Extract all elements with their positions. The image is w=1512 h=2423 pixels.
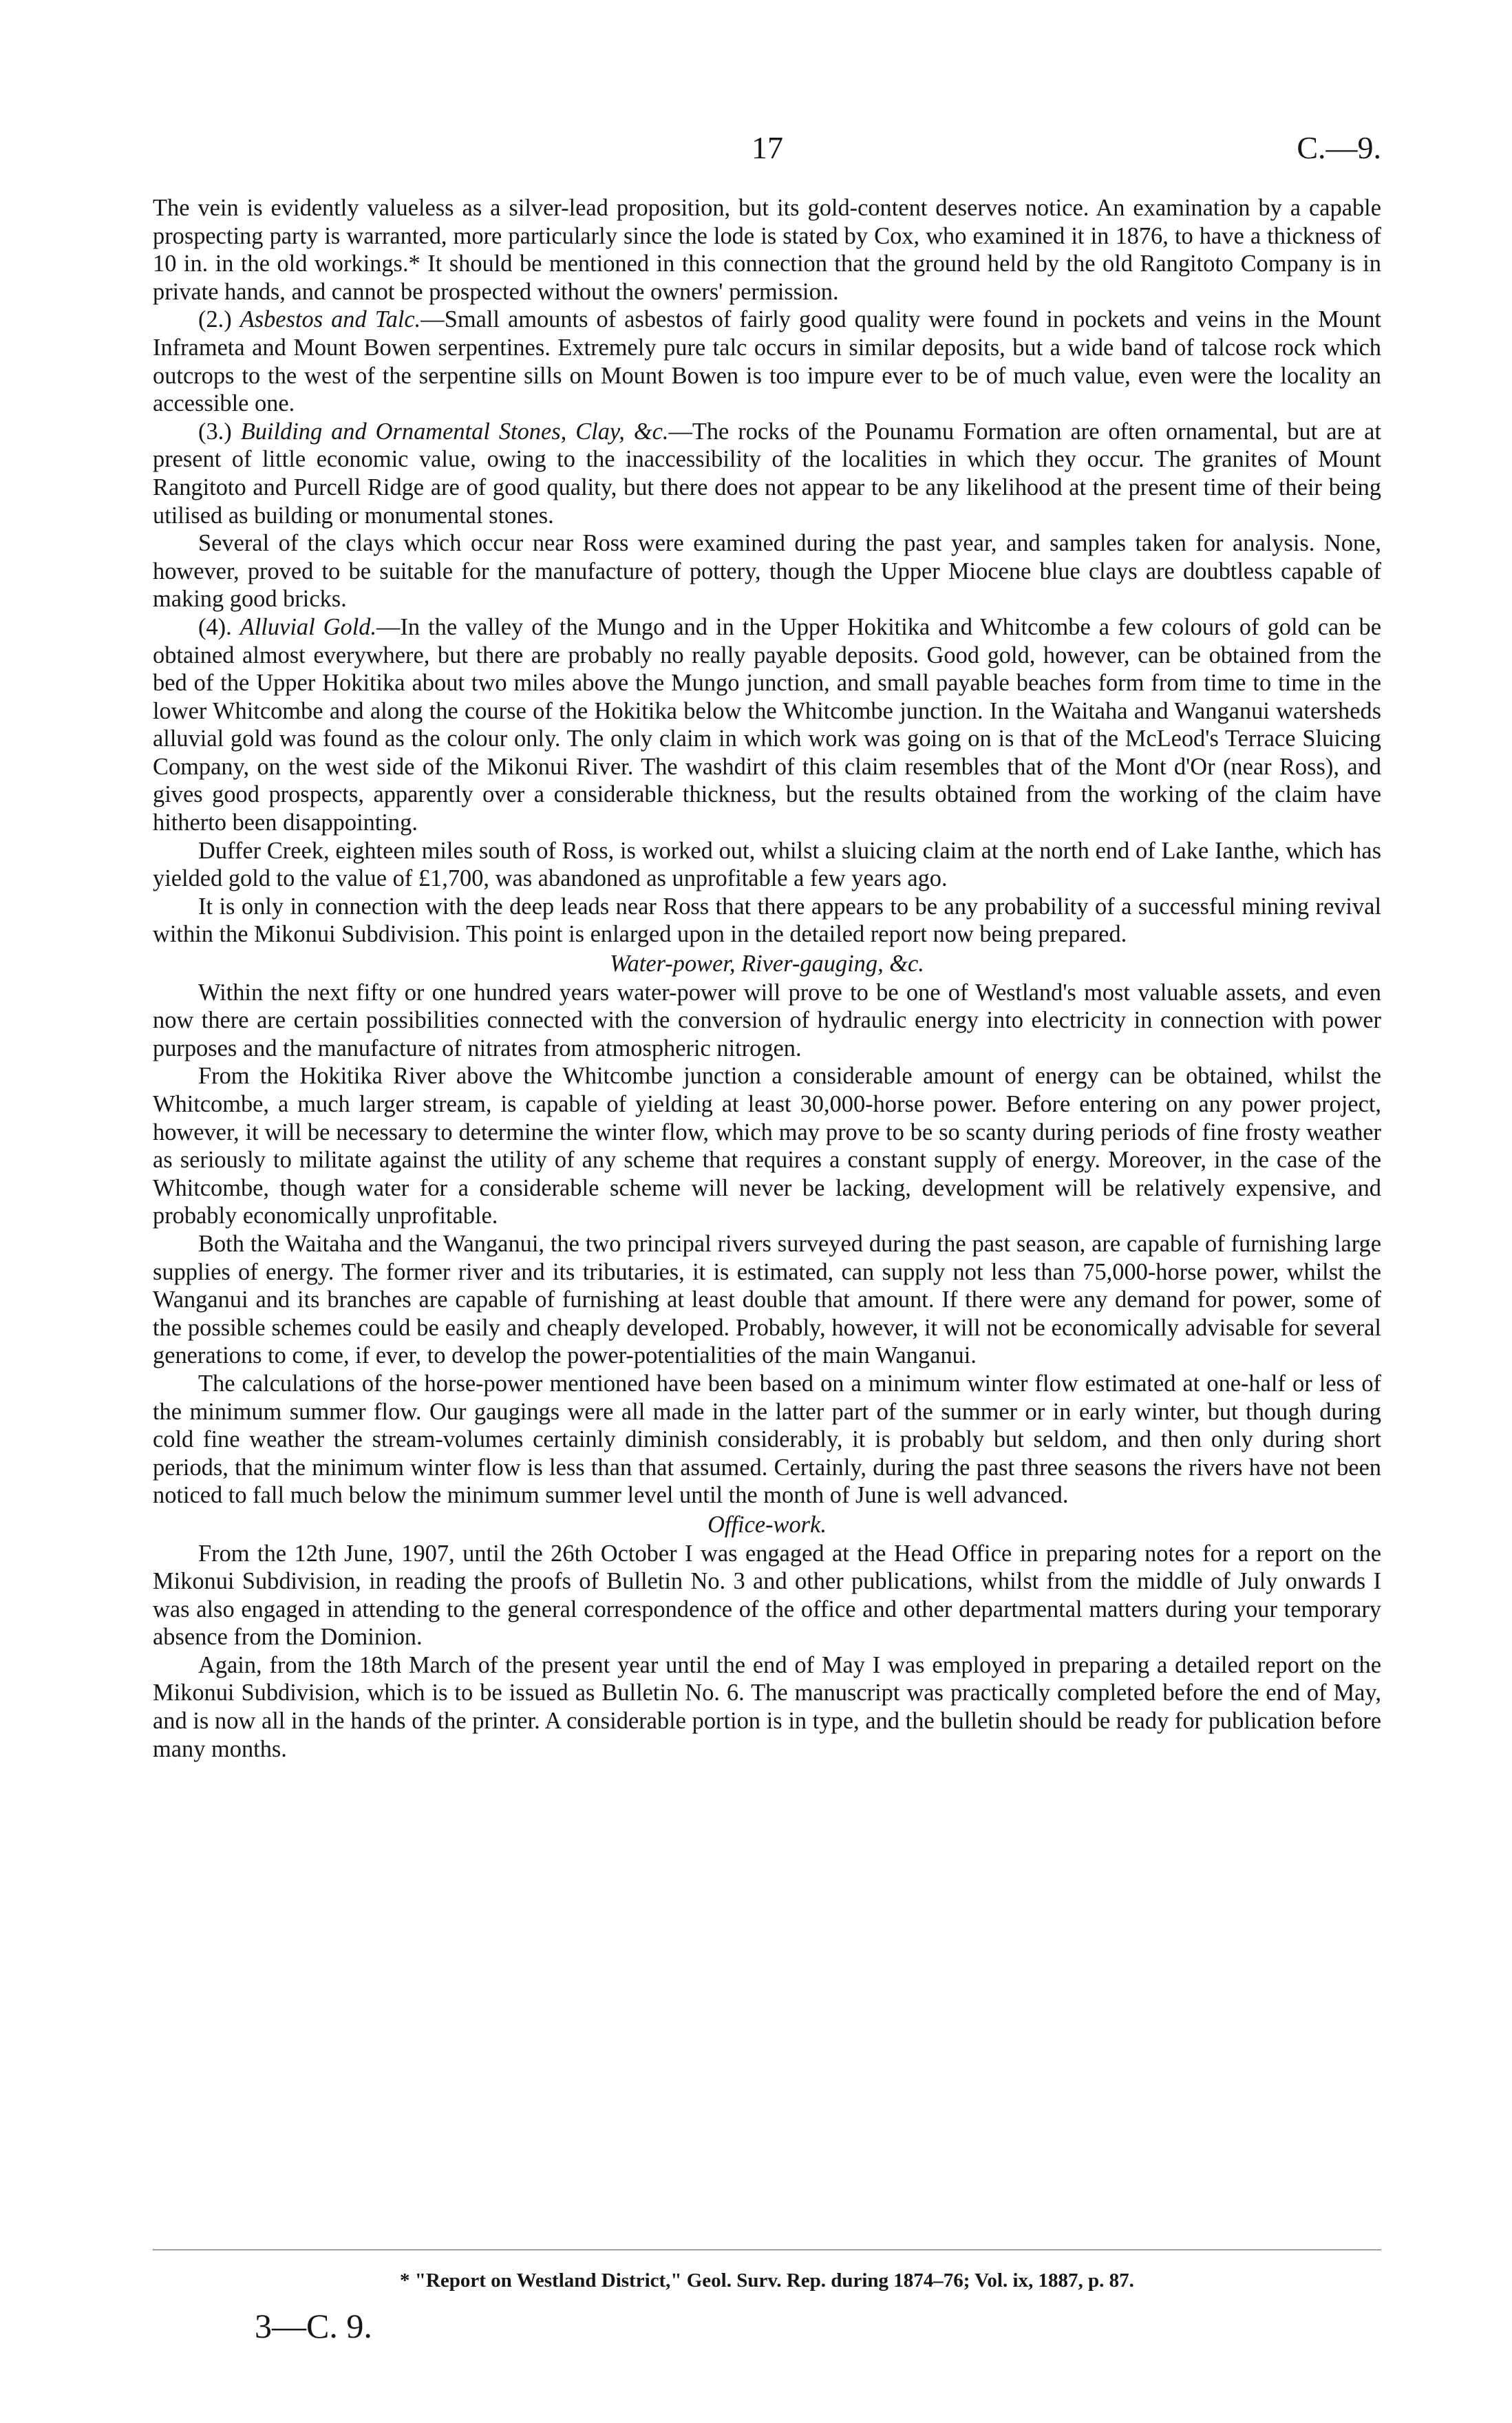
paragraph: Within the next fifty or one hundred years water-power will prove to be one of Westland's most valuable assets, and even now there are certain possibilities connected with the conversion of hydraulic energy into electricity in connection with power purposes and the manufacture of nitrates from atmospheric nitrogen. — [153, 979, 1381, 1061]
paragraph: Duffer Creek, eighteen miles south of Ross, is worked out, whilst a sluicing claim at the north end of Lake Ianthe, which has yielded gold to the value of £1,700, was abandoned as unprofitable a few years ago. — [153, 837, 1381, 892]
paragraph: The calculations of the horse-power mentioned have been based on a minimum winter flow estimated at one-half or less of the minimum summer flow. Our gaugings were all made in the latter part of the summer or in early winter, but though during cold fine weather the stream-volumes certainly diminish considerably, it is probably but seldom, and then only during short periods, that the minimum winter flow is less than that assumed. Certainly, during the past three seasons the rivers have not been noticed to fall much below the minimum summer level until the month of June is well advanced. — [153, 1370, 1381, 1509]
paragraph: Again, from the 18th March of the present year until the end of May I was employed in preparing a detailed report on the Mikonui Subdivision, which is to be issued as Bulletin No. 6. The manuscript was practically completed before the end of May, and is now all in the hands of the printer. A considerable portion is in type, and the bulletin should be ready for publication before many months. — [153, 1651, 1381, 1762]
subsection-title: Asbestos and Talc. — [239, 306, 421, 333]
subsection-title: Alluvial Gold. — [239, 613, 377, 640]
section-heading: Office-work. — [707, 1511, 827, 1538]
paragraph: Both the Waitaha and the Wanganui, the two principal rivers surveyed during the past season, are capable of furnishing large supplies of energy. The former river and its tributaries, it is estimated, can supply not less than 75,000-horse power, whilst the Wanganui and its branches are capable of furnishing at least double that amount. If there were any demand for power, some of the possible schemes could be easily and cheaply developed. Probably, however, it will not be economically advisable for several generations to come, if ever, to develop the power-potentialities of the main Wanganui. — [153, 1230, 1381, 1369]
paragraph: (3.) Building and Ornamental Stones, Clay, &c.—The rocks of the Pounamu Formation are often ornamental, but are at present of little economic value, owing to the inaccessibility of the localities in which they occur. The granites of Mount Rangitoto and Purcell Ridge are of good quality, but there does not appear to be any likelihood at the present time of their being utilised as building or monumental stones. — [153, 418, 1381, 529]
paragraph: It is only in connection with the deep leads near Ross that there appears to be any probability of a successful mining revival within the Mikonui Subdivision. This point is enlarged upon in the detailed report now being prepared. — [153, 893, 1381, 948]
paragraph: From the Hokitika River above the Whitcombe junction a considerable amount of energy can be obtained, whilst the Whitcombe, a much larger stream, is capable of yielding at least 30,000-horse power. Before entering on any power project, however, it will be necessary to determine the winter flow, which may prove to be so scanty during periods of fine frosty weather as seriously to militate against the utility of any scheme that requires a constant supply of energy. Moreover, in the case of the Whitcombe, though water for a considerable scheme will never be lacking, development will be relatively expensive, and probably economically unprofitable. — [153, 1063, 1381, 1229]
page-number: 17 — [752, 130, 783, 165]
paragraph: (2.) Asbestos and Talc.—Small amounts of asbestos of fairly good quality were found in pockets and veins in the Mount Inframeta and Mount Bowen serpentines. Extremely pure talc occurs in similar deposits, but a wide band of talcose rock which outcrops to the west of the serpentine sills on Mount Bowen is too impure ever to be of much value, even were the locality an accessible one. — [153, 306, 1381, 417]
document-reference: C.—9. — [1297, 130, 1381, 165]
paragraph: (4). Alluvial Gold.—In the valley of the Mungo and in the Upper Hokitika and Whitcombe a few colours of gold can be obtained almost everywhere, but there are probably no really payable deposits. Good gold, however, can be obtained from the bed of the Upper Hokitika about two miles above the Mungo junction, and small payable beaches form from time to time in the lower Whitcombe and along the course of the Hokitika below the Whitcombe junction. In the Waitaha and Wanganui watersheds alluvial gold was found as the colour only. The only claim in which work was going on is that of the McLeod's Terrace Sluicing Company, on the west side of the Mikonui River. The washdirt of this claim resembles that of the Mont d'Or (near Ross), and gives good prospects, apparently over a considerable thickness, but the results obtained from the working of the claim have hitherto been disappointing. — [153, 613, 1381, 836]
footnote: * "Report on Westland District," Geol. Surv. Rep. during 1874–76; Vol. ix, 1887, p. 87. — [400, 2269, 1134, 2292]
printer-signature: 3—C. 9. — [255, 2307, 372, 2345]
body-text — [153, 194, 1381, 1763]
paragraph: The vein is evidently valueless as a silver-lead proposition, but its gold-content deserves notice. An examination by a capable prospecting party is warranted, more particularly since the lode is stated by Cox, who examined it in 1876, to have a thickness of 10 in. in the old workings.* It should be mentioned in this connection that the ground held by the old Rangitoto Company is in private hands, and cannot be prospected without the owners' permission. — [153, 195, 1381, 305]
section-heading: Water-power, River-gauging, &c. — [610, 951, 924, 977]
paragraph: From the 12th June, 1907, until the 26th October I was engaged at the Head Office in preparing notes for a report on the Mikonui Subdivision, in reading the proofs of Bulletin No. 3 and other publications, whilst from the middle of July onwards I was also engaged in attending to the general correspondence of the office and other departmental matters during your temporary absence from the Dominion. — [153, 1540, 1381, 1651]
paragraph: Several of the clays which occur near Ross were examined during the past year, and samples taken for analysis. None, however, proved to be suitable for the manufacture of pottery, though the Upper Miocene blue clays are doubtless capable of making good bricks. — [153, 530, 1381, 613]
subsection-title: Building and Ornamental Stones, Clay, &c. — [240, 418, 669, 445]
